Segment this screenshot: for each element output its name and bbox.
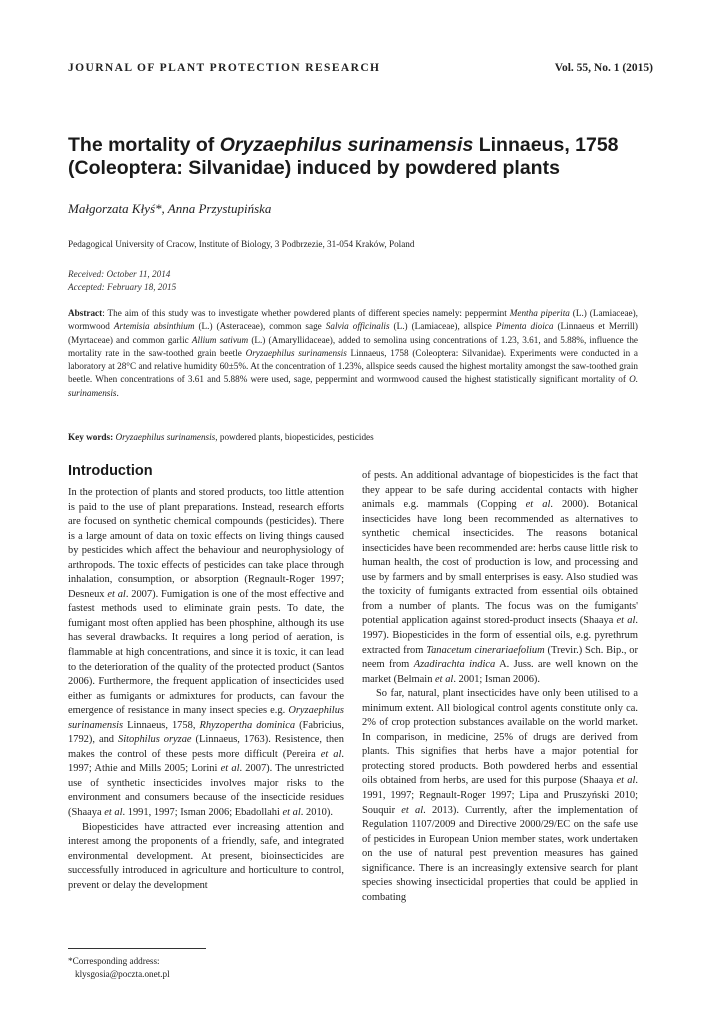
accepted-date: Accepted: February 18, 2015 — [68, 282, 177, 292]
received-date: Received: October 11, 2014 — [68, 269, 171, 279]
keywords: Key words: Oryzaephilus surinamensis, powdered plants, biopesticides, pesticides — [68, 432, 374, 442]
left-column — [68, 486, 344, 893]
intro-paragraph-3: of pests. An additional advantage of biopesticides is the fact that they appear to be safe during accidental contacts with higher animals e.g. mammals (Copping et al. 2000). Botanical insecticides have long been recommended as alternatives to synthetic chemical insecticides. The reasons botanical insecticides have been recommended are: herbs cause little risk to human health, the cost of production is low, and processing and use by farmers and by small enterprises is easy. Also studied was the toxicity of fumigants extracted from essential oils obtained from a number of plants. The focus was on the fumigants' potential application against stored-product insects (Shaaya et al. 1997). Biopesticides in the form of essential oils, e.g. pyrethrum extracted from Tanacetum cinerariaefolium (Trevir.) Sch. Bip., or neem from Azadirachta indica A. Juss. are well known on the market (Belmain et al. 2001; Isman 2006). — [362, 470, 638, 685]
article-title: The mortality of Oryzaephilus surinamensis Linnaeus, 1758 (Coleoptera: Silvanidae) induced by powdered plants — [68, 134, 619, 179]
journal-name: JOURNAL OF PLANT PROTECTION RESEARCH — [68, 62, 381, 74]
intro-paragraph-2: Biopesticides have attracted ever increasing attention and interest among the proponents of a friendly, safe, and integrated environmental development. At present, bioinsecticides are successfully introduced in agriculture and horticulture to control, prevent or delay the development — [68, 821, 344, 891]
abstract: Abstract: The aim of this study was to investigate whether powdered plants of different species namely: peppermint Mentha piperita (L.) (Lamiaceae), wormwood Artemisia absinthium (L.) (Asteraceae), common sage Salvia officinalis (L.) (Lamiaceae), allspice Pimenta dioica (Linnaeus et Merrill) (Myrtaceae) and common garlic Allium sativum (L.) (Amaryllidaceae), added to semolina using concentrations of 1.23, 3.61, and 5.88%, influence the mortality rate in the saw-toothed grain beetle Oryzaephilus surinamensis Linnaeus, 1758 (Coleoptera: Silvanidae). Experiments were conducted in a laboratory at 28°C and relative humidity 60±5%. At the concentration of 1.23%, allspice seeds caused the highest mortality amongst the saw-toothed grain beetle. When concentrations of 3.61 and 5.88% were used, sage, peppermint and wormwood caused the highest statistically significant mortality of O. surinamensis. — [68, 308, 638, 398]
right-column — [362, 469, 638, 905]
footnote-label: *Corresponding address: — [68, 956, 160, 966]
authors: Małgorzata Kłyś*, Anna Przystupińska — [68, 201, 272, 216]
volume-info: Vol. 55, No. 1 (2015) — [554, 62, 653, 74]
corresponding-email: klysgosia@poczta.onet.pl — [75, 969, 170, 979]
intro-paragraph-4: So far, natural, plant insecticides have only been utilised to a minimum extent. All biological control agents constitute only ca. 2% of crop protection substances available on the world market. In comparison, in medicine, 25% of drugs are derived from plants. This signifies that herbs have a major potential for protecting stored products. Both powdered herbs and essential oils obtained from herbs, are used for this purpose (Shaaya et al. 1991, 1997; Regnault-Roger 1997; Lipa and Pruszyński 2010; Souquir et al. 2013). Currently, after the implementation of Regulation 1107/2009 and Directive 2000/29/EC on the safe use of pesticides in European Union member states, work undertaken on the use of natural pest prevention measures has gained significance. There is an increasingly extensive search for plant species showing insecticidal properties that could be applied in combating — [362, 688, 639, 903]
intro-paragraph-1: In the protection of plants and stored products, too little attention is paid to the use of plant preparations. Instead, research efforts are focused on synthetic chemical compounds (pesticides). There is a large amount of data on toxic effects on living things caused by pesticides which affect the behaviour and neurophysiology of arthropods. The toxic effects of pesticides can take place through inhalation, consumption, or absorption (Regnault-Roger 1997; Desneux et al. 2007). Fumigation is one of the most effective and fastest methods used to eliminate grain pests. To date, the fumigant most often applied has been phosphine, although its use has several drawbacks. It requires a long period of aeration, is flammable at high concentrations, and since it is toxic, it can lead to the deterioration of the quality of the protected product (Santos 2006). Furthermore, the frequent application of insecticides used either as fumigants or admixtures for products, can favour the emergence of resistance in many insect species e.g. Oryzaephilus surinamensis Linnaeus, 1758, Rhyzopertha dominica (Fabricius, 1792), and Sitophilus oryzae (Linnaeus, 1763). Resistence, then makes the control of these pests more difficult (Pereira et al. 1997; Athie and Mills 2005; Lorini et al. 2007). The unrestricted use of synthetic insecticides involves major risks to the environment and consumers because of the insecticide residues (Shaaya et al. 1991, 1997; Isman 2006; Ebadollahi et al. 2010). — [68, 487, 344, 819]
affiliation: Pedagogical University of Cracow, Institute of Biology, 3 Podbrzezie, 31-054 Kraków, Poland — [68, 239, 415, 249]
section-heading-introduction: Introduction — [68, 463, 153, 479]
corresponding-footnote — [68, 955, 170, 981]
footnote-divider — [68, 948, 206, 949]
